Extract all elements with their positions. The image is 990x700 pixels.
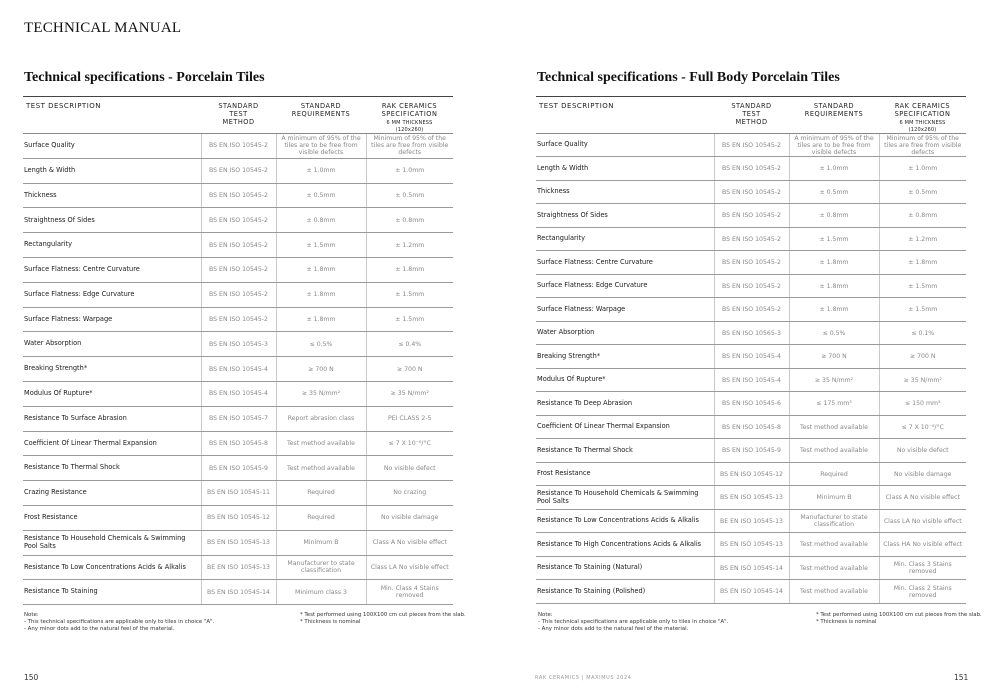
cell-test-description: Resistance To High Concentrations Acids & Alkalis xyxy=(536,533,714,557)
cell-rak-specification: ≤ 0.1% xyxy=(879,321,966,345)
left-page xyxy=(0,0,490,700)
cell-test-description: Straightness Of Sides xyxy=(23,208,201,233)
cell-test-method: BS EN ISO 10545-14 xyxy=(714,580,789,604)
table-row xyxy=(536,415,966,439)
header-test-description: TEST DESCRIPTION xyxy=(23,97,201,134)
cell-test-description: Surface Flatness: Edge Curvature xyxy=(23,282,201,307)
cell-standard-requirement: Test method available xyxy=(789,533,879,557)
cell-standard-requirement: ± 0.5mm xyxy=(789,180,879,204)
cell-test-method: BS EN ISO 10545-6 xyxy=(714,392,789,416)
section-title-full-body: Technical specifications - Full Body Porcelain Tiles xyxy=(537,70,840,85)
header-standard-requirements: STANDARD REQUIREMENTS xyxy=(789,97,879,134)
note-text: Note: - This technical specifications are applicable only to tiles in choice "A". - Any minor dots add to the natural feel of the material. xyxy=(538,612,729,632)
cell-test-description: Resistance To Thermal Shock xyxy=(536,439,714,463)
table-row xyxy=(23,555,453,580)
cell-test-method: BS EN ISO 10545-2 xyxy=(201,134,276,159)
table-row xyxy=(536,439,966,463)
cell-test-description: Resistance To Household Chemicals & Swimming Pool Salts xyxy=(23,530,201,555)
table-row xyxy=(536,509,966,533)
table-row xyxy=(23,456,453,481)
cell-standard-requirement: ± 1.0mm xyxy=(789,157,879,181)
table-row xyxy=(536,298,966,322)
cell-rak-specification: ± 1.8mm xyxy=(879,251,966,275)
table-row xyxy=(23,580,453,605)
footer-brand: RAK CERAMICS | MAXIMUS 2024 xyxy=(535,675,632,681)
cell-test-description: Resistance To Low Concentrations Acids & Alkalis xyxy=(23,555,201,580)
cell-test-method: BS EN ISO 10545-13 xyxy=(714,533,789,557)
footnote-text: * Test performed using 100X100 cm cut pieces from the slab. * Thickness is nominal xyxy=(300,612,466,625)
cell-rak-specification: ± 1.8mm xyxy=(366,257,453,282)
cell-test-method: BS EN ISO 10545-14 xyxy=(714,556,789,580)
cell-test-method: BS EN ISO 10545-2 xyxy=(714,227,789,251)
cell-rak-specification: ≥ 700 N xyxy=(879,345,966,369)
cell-standard-requirement: Minimum B xyxy=(276,530,366,555)
cell-test-description: Crazing Resistance xyxy=(23,481,201,506)
cell-test-description: Surface Flatness: Warpage xyxy=(23,307,201,332)
cell-test-method: BS EN ISO 10545-2 xyxy=(201,233,276,258)
header-rak-specification-label: RAK CERAMICS SPECIFICATION xyxy=(894,102,951,119)
cell-test-description: Resistance To Thermal Shock xyxy=(23,456,201,481)
manual-title: TECHNICAL MANUAL xyxy=(24,20,182,36)
table-row xyxy=(536,227,966,251)
cell-test-method: BS EN ISO 10545-2 xyxy=(714,133,789,157)
header-standard-test-method: STANDARD TEST METHOD xyxy=(201,97,276,134)
cell-standard-requirement: ± 1.5mm xyxy=(789,227,879,251)
cell-rak-specification: ± 0.8mm xyxy=(879,204,966,228)
table-row xyxy=(536,180,966,204)
cell-standard-requirement: Manufacturer to state classification xyxy=(276,555,366,580)
table-row xyxy=(536,133,966,157)
table-row xyxy=(23,257,453,282)
cell-standard-requirement: ± 0.8mm xyxy=(276,208,366,233)
cell-standard-requirement: Test method available xyxy=(276,431,366,456)
cell-test-method: BS EN ISO 10545-2 xyxy=(201,158,276,183)
cell-standard-requirement: ≥ 700 N xyxy=(276,357,366,382)
cell-test-method: BS EN ISO 10545-2 xyxy=(201,257,276,282)
table-row xyxy=(536,251,966,275)
cell-test-method: BS EN ISO 10545-2 xyxy=(201,307,276,332)
cell-rak-specification: No crazing xyxy=(366,481,453,506)
table-row xyxy=(23,381,453,406)
cell-rak-specification: No visible damage xyxy=(366,505,453,530)
table-row xyxy=(536,486,966,510)
cell-standard-requirement: ± 1.8mm xyxy=(789,298,879,322)
cell-test-description: Resistance To Staining (Natural) xyxy=(536,556,714,580)
cell-test-method: BS EN ISO 10545-2 xyxy=(714,251,789,275)
table-row xyxy=(536,580,966,604)
table-row xyxy=(536,533,966,557)
cell-standard-requirement: ± 1.5mm xyxy=(276,233,366,258)
cell-test-description: Frost Resistance xyxy=(536,462,714,486)
cell-test-description: Thickness xyxy=(23,183,201,208)
cell-rak-specification: PEI CLASS 2-5 xyxy=(366,406,453,431)
cell-rak-specification: ≥ 700 N xyxy=(366,357,453,382)
cell-rak-specification: Class LA No visible effect xyxy=(879,509,966,533)
cell-standard-requirement: A minimum of 95% of the tiles are to be free from visible defects xyxy=(276,134,366,159)
cell-standard-requirement: Test method available xyxy=(789,415,879,439)
table-header-row xyxy=(23,97,453,134)
cell-test-method: BS EN ISO 10545-2 xyxy=(714,298,789,322)
cell-rak-specification: ≤ 0.4% xyxy=(366,332,453,357)
cell-standard-requirement: Required xyxy=(276,505,366,530)
cell-rak-specification: Minimum of 95% of the tiles are free from visible defects xyxy=(879,133,966,157)
cell-standard-requirement: ± 0.8mm xyxy=(789,204,879,228)
cell-test-description: Thickness xyxy=(536,180,714,204)
cell-test-description: Surface Flatness: Centre Curvature xyxy=(23,257,201,282)
cell-standard-requirement: Minimum B xyxy=(789,486,879,510)
cell-test-method: BE EN ISO 10545-13 xyxy=(201,555,276,580)
cell-standard-requirement: ± 1.8mm xyxy=(789,274,879,298)
cell-test-description: Surface Flatness: Centre Curvature xyxy=(536,251,714,275)
cell-test-method: BS EN ISO 10565-3 xyxy=(714,321,789,345)
cell-rak-specification: ± 1.5mm xyxy=(879,298,966,322)
cell-test-description: Resistance To Deep Abrasion xyxy=(536,392,714,416)
table-row xyxy=(23,134,453,159)
table-row xyxy=(23,357,453,382)
table-row xyxy=(536,556,966,580)
cell-rak-specification: Class LA No visible effect xyxy=(366,555,453,580)
cell-test-method: BS EN ISO 10545-11 xyxy=(201,481,276,506)
cell-test-method: BS EN ISO 10545-9 xyxy=(714,439,789,463)
cell-test-method: BS EN ISO 10545-2 xyxy=(201,183,276,208)
table-row xyxy=(23,183,453,208)
cell-standard-requirement: Minimum class 3 xyxy=(276,580,366,605)
cell-test-method: BS EN ISO 10545-2 xyxy=(714,204,789,228)
cell-test-description: Water Absorption xyxy=(23,332,201,357)
cell-standard-requirement: Test method available xyxy=(789,580,879,604)
header-standard-requirements: STANDARD REQUIREMENTS xyxy=(276,97,366,134)
table-row xyxy=(536,274,966,298)
cell-rak-specification: Min. Class 4 Stains removed xyxy=(366,580,453,605)
table-row xyxy=(536,462,966,486)
cell-test-description: Resistance To Staining (Polished) xyxy=(536,580,714,604)
table-row xyxy=(536,368,966,392)
spec-table-body xyxy=(23,134,453,605)
cell-standard-requirement: Required xyxy=(276,481,366,506)
table-row xyxy=(23,505,453,530)
cell-test-method: BS EN ISO 10545-8 xyxy=(714,415,789,439)
cell-test-method: BS EN ISO 10545-2 xyxy=(714,180,789,204)
cell-test-method: BS EN ISO 10545-14 xyxy=(201,580,276,605)
cell-test-description: Surface Quality xyxy=(23,134,201,159)
cell-rak-specification: Class A No visible effect xyxy=(879,486,966,510)
cell-test-description: Surface Flatness: Warpage xyxy=(536,298,714,322)
footnote-text: * Test performed using 100X100 cm cut pieces from the slab. * Thickness is nominal xyxy=(816,612,982,625)
cell-test-method: BS EN ISO 10545-4 xyxy=(201,381,276,406)
table-header-row xyxy=(536,97,966,134)
cell-test-description: Resistance To Household Chemicals & Swimming Pool Salts xyxy=(536,486,714,510)
cell-test-description: Resistance To Surface Abrasion xyxy=(23,406,201,431)
header-rak-specification xyxy=(879,97,966,134)
cell-rak-specification: ± 1.5mm xyxy=(366,307,453,332)
cell-test-description: Surface Quality xyxy=(536,133,714,157)
cell-test-method: BS EN ISO 10545-13 xyxy=(201,530,276,555)
cell-rak-specification: ≤ 150 mm³ xyxy=(879,392,966,416)
cell-test-method: BS EN ISO 10545-4 xyxy=(714,368,789,392)
cell-rak-specification: Class A No visible effect xyxy=(366,530,453,555)
cell-standard-requirement: ± 0.5mm xyxy=(276,183,366,208)
table-row xyxy=(23,431,453,456)
cell-rak-specification: ≥ 35 N/mm² xyxy=(366,381,453,406)
cell-test-description: Modulus Of Rupture* xyxy=(23,381,201,406)
cell-standard-requirement: A minimum of 95% of the tiles are to be free from visible defects xyxy=(789,133,879,157)
cell-test-description: Modulus Of Rupture* xyxy=(536,368,714,392)
cell-test-method: BS EN ISO 10545-7 xyxy=(201,406,276,431)
cell-standard-requirement: Test method available xyxy=(789,439,879,463)
cell-rak-specification: ± 1.5mm xyxy=(366,282,453,307)
cell-standard-requirement: ≤ 0.5% xyxy=(276,332,366,357)
table-row xyxy=(23,208,453,233)
spec-table-porcelain xyxy=(23,96,453,605)
cell-rak-specification: ± 0.5mm xyxy=(366,183,453,208)
cell-test-method: BE EN ISO 10545-13 xyxy=(714,509,789,533)
cell-rak-specification: No visible defect xyxy=(879,439,966,463)
cell-rak-specification: ± 1.2mm xyxy=(879,227,966,251)
cell-standard-requirement: ± 1.8mm xyxy=(789,251,879,275)
cell-standard-requirement: Test method available xyxy=(276,456,366,481)
header-standard-test-method: STANDARD TEST METHOD xyxy=(714,97,789,134)
right-page xyxy=(510,0,990,700)
header-rak-thickness: 6 MM THICKNESS (120x260) xyxy=(386,120,433,133)
cell-rak-specification: No visible defect xyxy=(366,456,453,481)
cell-test-method: BS EN ISO 10545-2 xyxy=(201,208,276,233)
cell-rak-specification: ± 1.0mm xyxy=(879,157,966,181)
cell-rak-specification: ± 1.5mm xyxy=(879,274,966,298)
cell-test-method: BS EN ISO 10545-4 xyxy=(201,357,276,382)
cell-test-method: BS EN ISO 10545-9 xyxy=(201,456,276,481)
cell-rak-specification: ± 0.5mm xyxy=(879,180,966,204)
section-title-porcelain: Technical specifications - Porcelain Tiles xyxy=(24,70,265,85)
table-row xyxy=(23,530,453,555)
cell-test-method: BS EN ISO 10545-2 xyxy=(714,274,789,298)
table-row xyxy=(23,282,453,307)
cell-rak-specification: ± 1.0mm xyxy=(366,158,453,183)
cell-test-method: BS EN ISO 10545-2 xyxy=(201,282,276,307)
cell-standard-requirement: Required xyxy=(789,462,879,486)
cell-standard-requirement: ≥ 35 N/mm² xyxy=(789,368,879,392)
cell-test-description: Coefficient Of Linear Thermal Expansion xyxy=(536,415,714,439)
cell-rak-specification: Min. Class 3 Stains removed xyxy=(879,556,966,580)
table-row xyxy=(536,157,966,181)
cell-standard-requirement: Test method available xyxy=(789,556,879,580)
table-row xyxy=(536,345,966,369)
cell-test-description: Length & Width xyxy=(23,158,201,183)
cell-test-description: Frost Resistance xyxy=(23,505,201,530)
table-row xyxy=(536,204,966,228)
header-rak-specification-label: RAK CERAMICS SPECIFICATION xyxy=(381,102,438,119)
cell-standard-requirement: ≥ 35 N/mm² xyxy=(276,381,366,406)
table-row xyxy=(23,233,453,258)
cell-standard-requirement: ≤ 0.5% xyxy=(789,321,879,345)
cell-rak-specification: ≤ 7 X 10⁻⁶/°C xyxy=(366,431,453,456)
cell-test-description: Rectangularity xyxy=(23,233,201,258)
cell-test-description: Resistance To Staining xyxy=(23,580,201,605)
note-text: Note: - This technical specifications are applicable only to tiles in choice "A". - Any minor dots add to the natural feel of the material. xyxy=(24,612,215,632)
table-row xyxy=(23,406,453,431)
table-row xyxy=(23,332,453,357)
header-rak-specification xyxy=(366,97,453,134)
cell-test-method: BS EN ISO 10545-3 xyxy=(201,332,276,357)
cell-standard-requirement: Manufacturer to state classification xyxy=(789,509,879,533)
cell-test-description: Length & Width xyxy=(536,157,714,181)
cell-test-description: Breaking Strength* xyxy=(536,345,714,369)
cell-test-description: Coefficient Of Linear Thermal Expansion xyxy=(23,431,201,456)
cell-standard-requirement: Report abrasion class xyxy=(276,406,366,431)
cell-rak-specification: ± 1.2mm xyxy=(366,233,453,258)
header-test-description: TEST DESCRIPTION xyxy=(536,97,714,134)
cell-test-method: BS EN ISO 10545-12 xyxy=(201,505,276,530)
cell-test-description: Straightness Of Sides xyxy=(536,204,714,228)
header-rak-thickness: 6 MM THICKNESS (120x260) xyxy=(899,120,946,133)
cell-standard-requirement: ± 1.0mm xyxy=(276,158,366,183)
cell-test-description: Surface Flatness: Edge Curvature xyxy=(536,274,714,298)
cell-standard-requirement: ± 1.8mm xyxy=(276,282,366,307)
table-row xyxy=(23,307,453,332)
cell-test-description: Rectangularity xyxy=(536,227,714,251)
table-row xyxy=(536,321,966,345)
cell-standard-requirement: ± 1.8mm xyxy=(276,257,366,282)
cell-test-description: Breaking Strength* xyxy=(23,357,201,382)
table-row xyxy=(23,481,453,506)
cell-test-description: Water Absorption xyxy=(536,321,714,345)
cell-rak-specification: Class HA No visible effect xyxy=(879,533,966,557)
cell-standard-requirement: ± 1.8mm xyxy=(276,307,366,332)
cell-test-method: BS EN ISO 10545-13 xyxy=(714,486,789,510)
cell-test-method: BS EN ISO 10545-2 xyxy=(714,157,789,181)
page-number: 150 xyxy=(24,673,39,682)
spec-table-body xyxy=(536,133,966,603)
cell-rak-specification: ≥ 35 N/mm² xyxy=(879,368,966,392)
cell-test-method: BS EN ISO 10545-4 xyxy=(714,345,789,369)
cell-rak-specification: Min. Class 2 Stains removed xyxy=(879,580,966,604)
cell-standard-requirement: ≥ 700 N xyxy=(789,345,879,369)
spec-table-full-body xyxy=(536,96,966,604)
cell-rak-specification: ± 0.8mm xyxy=(366,208,453,233)
cell-rak-specification: ≤ 7 X 10⁻⁶/°C xyxy=(879,415,966,439)
cell-standard-requirement: ≤ 175 mm³ xyxy=(789,392,879,416)
table-row xyxy=(536,392,966,416)
cell-test-method: BS EN ISO 10545-12 xyxy=(714,462,789,486)
page-number: 151 xyxy=(954,673,969,682)
cell-test-method: BS EN ISO 10545-8 xyxy=(201,431,276,456)
cell-rak-specification: No visible damage xyxy=(879,462,966,486)
table-row xyxy=(23,158,453,183)
cell-rak-specification: Minimum of 95% of the tiles are free from visible defects xyxy=(366,134,453,159)
cell-test-description: Resistance To Low Concentrations Acids & Alkalis xyxy=(536,509,714,533)
